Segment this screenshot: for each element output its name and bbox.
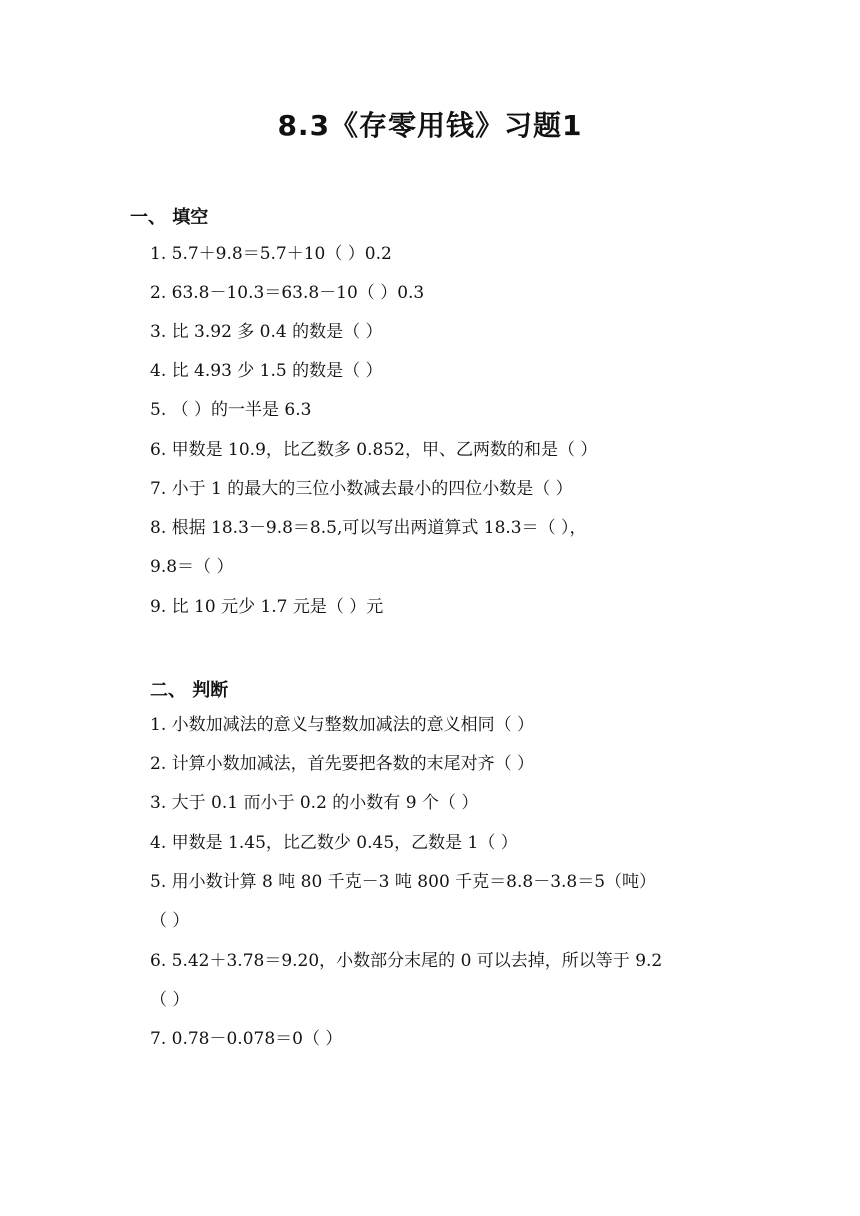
page-title: 8.3《存零用钱》习题1 xyxy=(277,109,583,142)
fill-blank-question-6: 6. 甲数是 10.9，比乙数多 0.852，甲、乙两数的和是（ ） xyxy=(150,440,598,460)
true-false-question-1: 1. 小数加减法的意义与整数加减法的意义相同（ ） xyxy=(150,715,535,735)
true-false-question-5: 5. 用小数计算 8 吨 80 千克－3 吨 800 千克＝8.8－3.8＝5（吨） xyxy=(150,872,657,892)
fill-blank-question-8: 8. 根据 18.3－9.8＝8.5,可以写出两道算式 18.3＝（ ）， xyxy=(150,518,587,538)
true-false-question-4: 4. 甲数是 1.45，比乙数少 0.45，乙数是 1（ ） xyxy=(150,833,518,853)
true-false-question-5-continued: （ ） xyxy=(150,911,190,931)
true-false-question-6-continued: （ ） xyxy=(150,990,190,1010)
fill-blank-question-8-continued: 9.8＝（ ） xyxy=(150,557,234,577)
true-false-question-2: 2. 计算小数加减法，首先要把各数的末尾对齐（ ） xyxy=(150,754,535,774)
fill-blank-question-7: 7. 小于 1 的最大的三位小数减去最小的四位小数是（ ） xyxy=(150,479,573,499)
true-false-question-6: 6. 5.42＋3.78＝9.20，小数部分末尾的 0 可以去掉，所以等于 9.2 xyxy=(150,951,663,971)
fill-blank-question-5: 5. （ ）的一半是 6.3 xyxy=(150,400,312,420)
true-false-question-7: 7. 0.78－0.078＝0（ ） xyxy=(150,1029,343,1049)
fill-blank-question-4: 4. 比 4.93 少 1.5 的数是（ ） xyxy=(150,361,383,381)
fill-blank-question-3: 3. 比 3.92 多 0.4 的数是（ ） xyxy=(150,322,383,342)
true-false-question-3: 3. 大于 0.1 而小于 0.2 的小数有 9 个（ ） xyxy=(150,793,479,813)
fill-blank-question-1: 1. 5.7＋9.8＝5.7＋10（ ）0.2 xyxy=(150,244,392,264)
section-heading-true-false: 二、 判断 xyxy=(150,680,229,701)
section-heading-fill-blank: 一、 填空 xyxy=(130,207,209,228)
fill-blank-question-2: 2. 63.8－10.3＝63.8－10（ ）0.3 xyxy=(150,283,425,303)
fill-blank-question-9: 9. 比 10 元少 1.7 元是（ ）元 xyxy=(150,597,384,617)
